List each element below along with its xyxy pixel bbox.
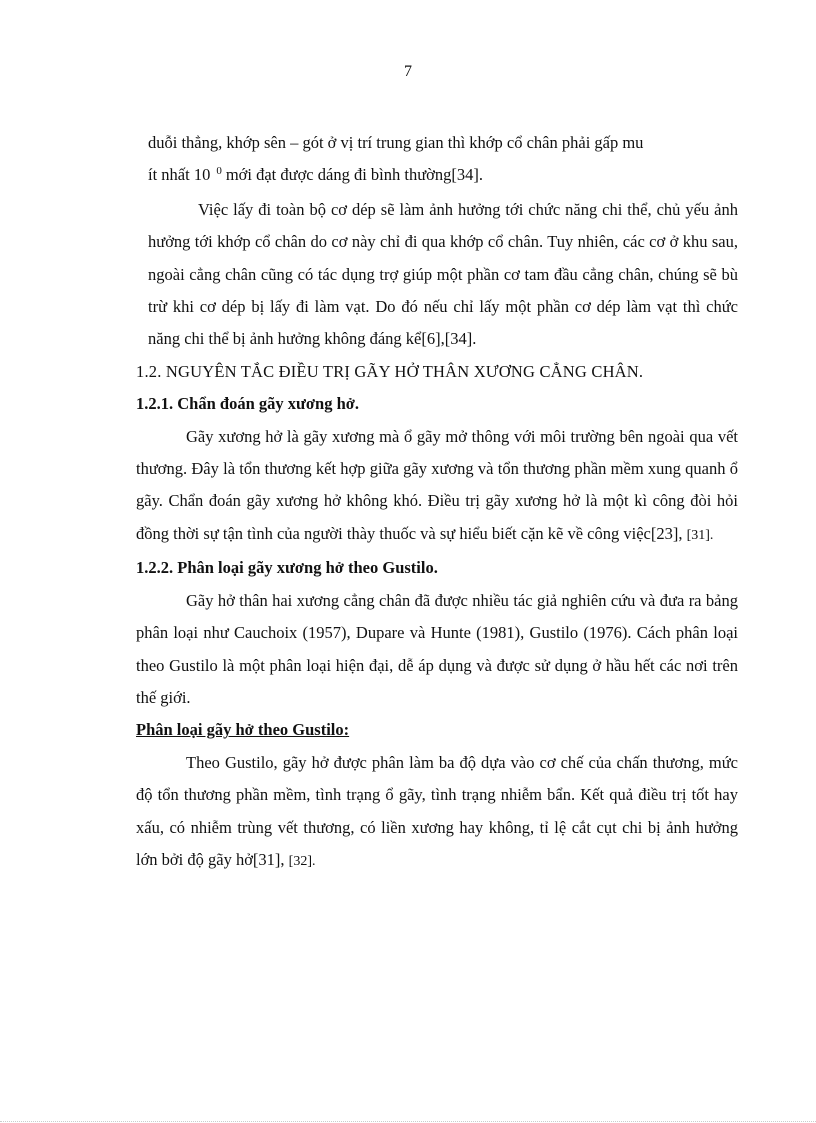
citation: [32]. xyxy=(288,853,316,869)
text-fragment: mới đạt được dáng đi bình thường[34]. xyxy=(225,165,483,185)
citation: [31]. xyxy=(686,527,714,543)
paragraph-continued xyxy=(136,127,738,356)
paragraph-diagnosis xyxy=(136,421,738,553)
paragraph-line: duỗi thẳng, khớp sên – gót ở vị trí trung gian thì khớp cổ chân phải gấp mu xyxy=(148,133,644,152)
section-heading-1-2: 1.2. NGUYÊN TẮC ĐIỀU TRỊ GÃY HỞ THÂN XƯƠNG CẲNG CHÂN. xyxy=(136,361,644,381)
page-bottom-rule xyxy=(0,1121,816,1122)
paragraph-classification: Gãy hở thân hai xương cẳng chân đã được nhiều tác giả nghiên cứu và đưa ra bảng phân loại như Cauchoix (1957), Dupare và Hunte (1981), Gustilo (1976). Cách phân loại theo Gustilo là một phân loại hiện đại, dễ áp dụng và được sử dụng ở hầu hết các nơi trên thế giới. xyxy=(136,590,738,707)
subheading-gustilo: Phân loại gãy hở theo Gustilo: xyxy=(136,720,350,740)
section-heading-1-2-1: 1.2.1. Chẩn đoán gãy xương hở. xyxy=(136,394,360,414)
degree-superscript: 0 xyxy=(216,165,222,178)
page-number: 7 xyxy=(404,63,412,80)
document-body xyxy=(136,127,738,878)
text-fragment: Theo Gustilo, gãy hở được phân làm ba độ dựa vào cơ chế của chấn thương, mức độ tổn thương phần mềm, tình trạng ổ gãy, tình trạng nhiễm bẩn. Kết quả điều trị tốt hay xấu, có nhiễm trùng vết thương, có liền xương hay không, tỉ lệ cắt cụt chi bị ảnh hưởng lớn bởi độ gãy hở[31], xyxy=(136,752,738,869)
section-heading-1-2-2: 1.2.2. Phân loại gãy xương hở theo Gustilo. xyxy=(136,558,438,578)
paragraph-soleus: Việc lấy đi toàn bộ cơ dép sẽ làm ảnh hưởng tới chức năng chi thể, chủ yếu ảnh hưởng tới khớp cổ chân do cơ này chỉ đi qua khớp cổ chân. Tuy nhiên, các cơ ở khu sau, ngoài cẳng chân cũng có tác dụng trợ giúp một phần cơ tam đầu cẳng chân, chúng sẽ bù trừ khi cơ dép bị lấy đi làm vạt. Do đó nếu chỉ lấy một phần cơ dép làm vạt thì chức năng chi thể bị ảnh hưởng không đáng kể[6],[34]. xyxy=(148,199,738,349)
paragraph-gustilo xyxy=(136,747,738,879)
text-fragment: ít nhất 10 xyxy=(148,165,211,185)
text-fragment: Gãy xương hở là gãy xương mà ổ gãy mở thông với môi trường bên ngoài qua vết thương. Đây là tổn thương kết hợp giữa gãy xương và tổn thương phần mềm xung quanh ổ gãy. Chẩn đoán gãy xương hở không khó. Điều trị gãy xương hở là một kì công đòi hỏi đồng thời sự tận tình của người thày thuốc và sự hiểu biết cặn kẽ về công việc[23], xyxy=(136,426,738,543)
paragraph-line xyxy=(148,159,738,193)
